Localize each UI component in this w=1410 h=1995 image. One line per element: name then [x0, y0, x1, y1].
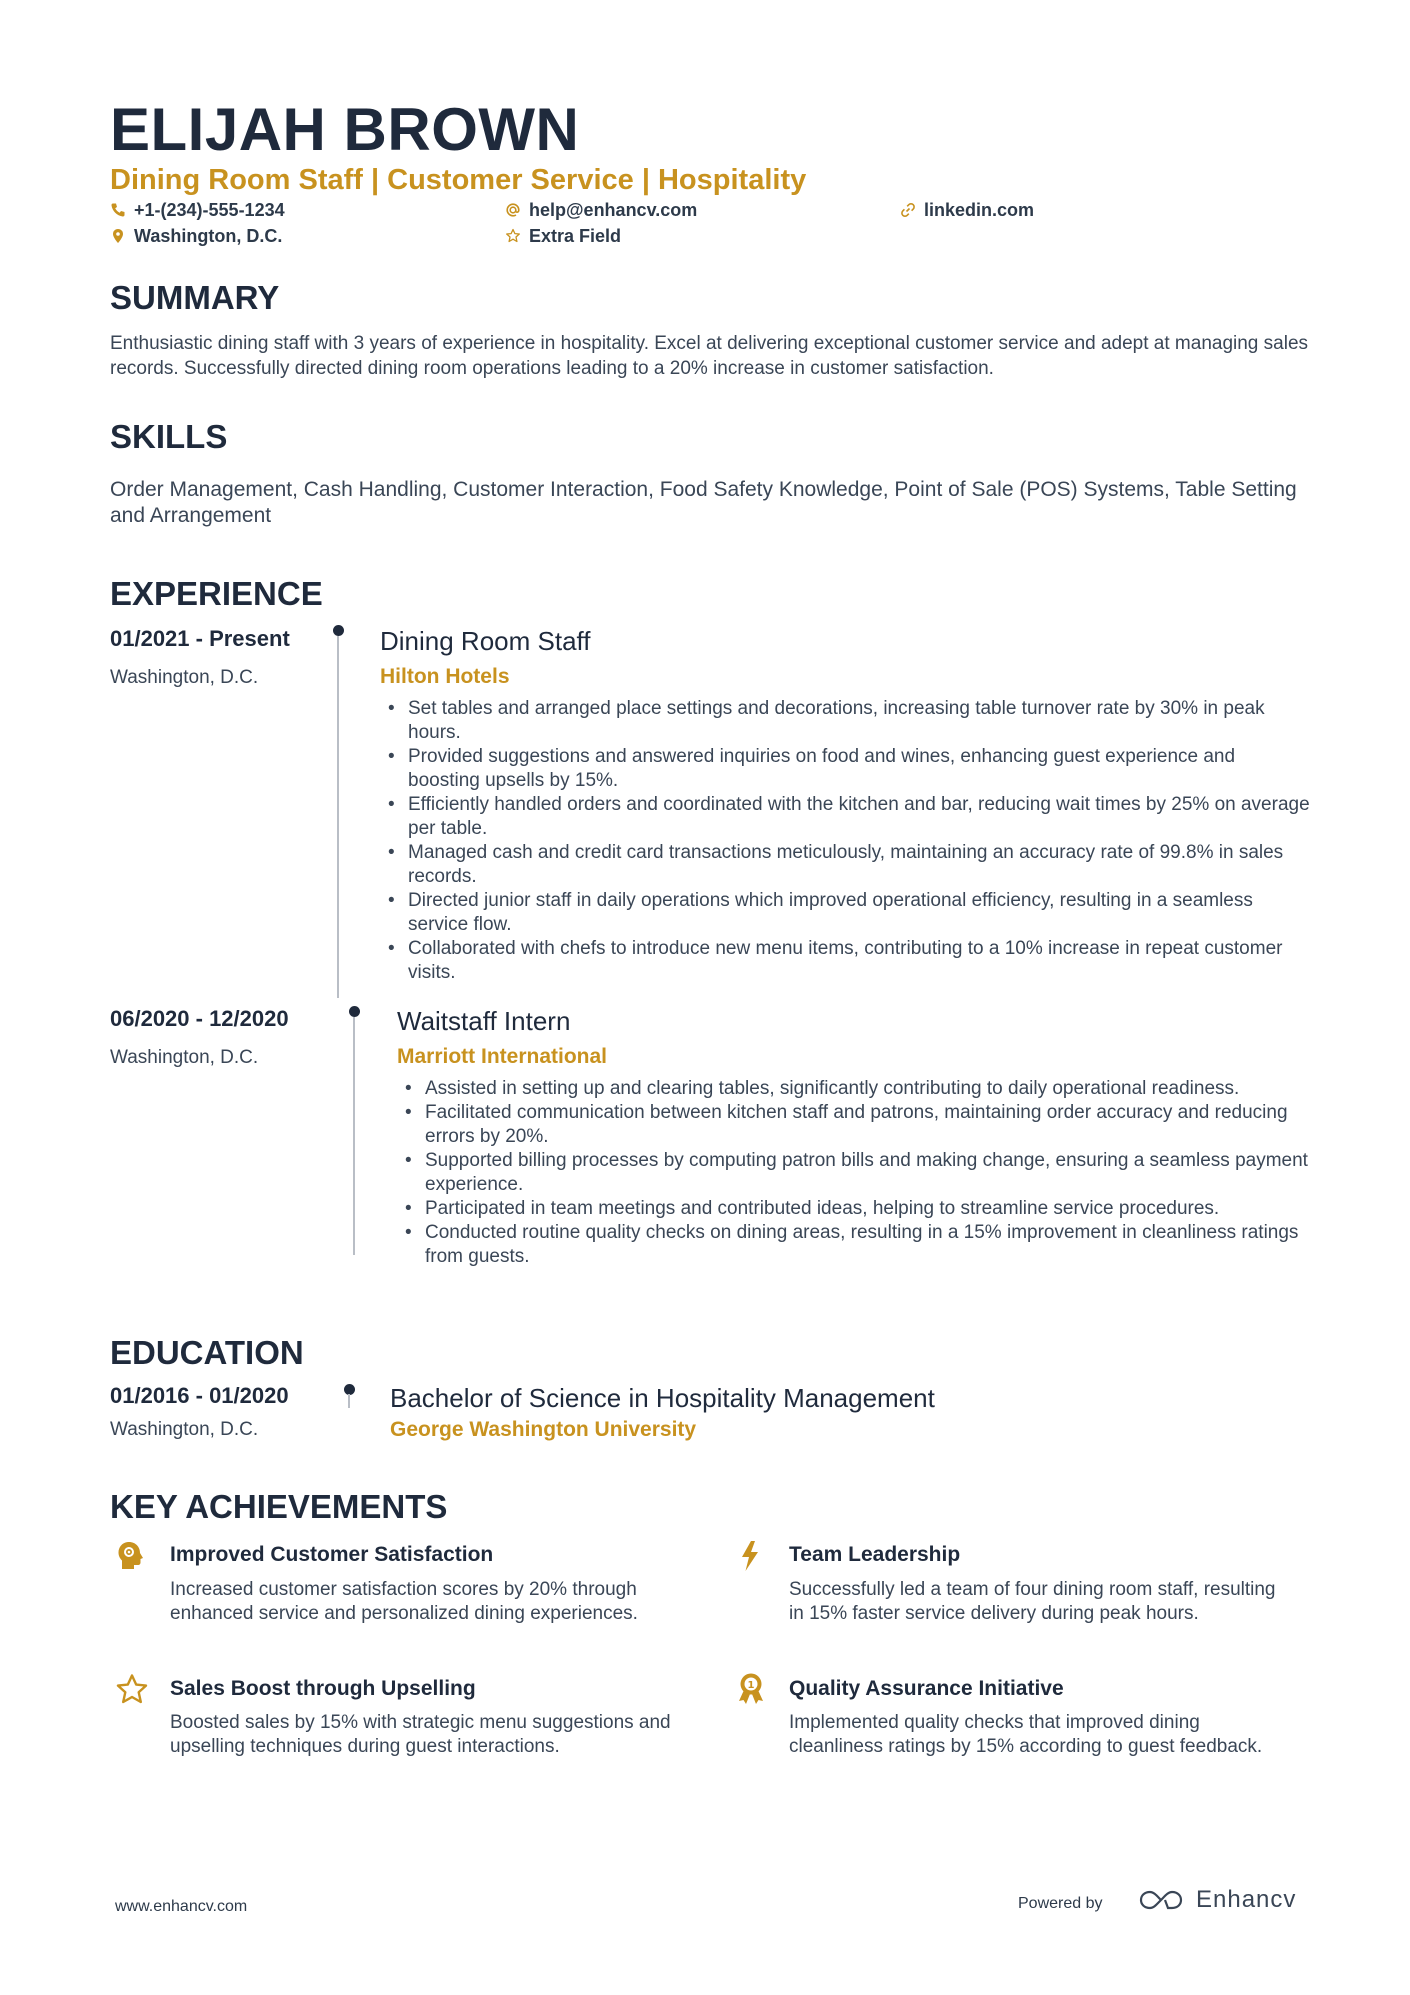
- footer-website[interactable]: www.enhancv.com: [115, 1898, 248, 1915]
- job-bullet: • Participated in team meetings and contributed ideas, helping to streamline service procedures.: [397, 1197, 1312, 1221]
- job-bullet: • Managed cash and credit card transactions meticulously, maintaining an accuracy rate of 99.8% in sales records.: [380, 841, 1310, 889]
- location-text: Washington, D.C.: [134, 226, 283, 246]
- achievement-description: Boosted sales by 15% with strategic menu suggestions and upselling techniques during guest interactions.: [170, 1712, 671, 1757]
- achievement-description: Successfully led a team of four dining room staff, resulting in 15% faster service delivery during peak hours.: [789, 1579, 1276, 1624]
- enhancv-logo-icon: [1138, 1888, 1184, 1912]
- summary-text: Enthusiastic dining staff with 3 years of experience in hospitality. Excel at delivering exceptional customer service and adept at managing sales records. Successfully directed dining room operations leading to a 20% increase in customer satisfaction.: [110, 333, 1309, 379]
- job-date: 06/2020 - 12/2020: [110, 1006, 289, 1031]
- achievement-title: Quality Assurance Initiative: [789, 1677, 1064, 1700]
- achievements-heading: KEY ACHIEVEMENTS: [110, 1488, 448, 1525]
- star-icon: [114, 1672, 150, 1708]
- email-text: help@enhancv.com: [529, 200, 698, 220]
- lightning-icon: [733, 1538, 769, 1574]
- summary-heading: SUMMARY: [110, 279, 280, 316]
- svg-text:1: 1: [747, 1680, 755, 1691]
- job-bullet: • Efficiently handled orders and coordinated with the kitchen and bar, reducing wait times by 25% on average per table.: [380, 793, 1310, 841]
- timeline-dot: [349, 1006, 360, 1017]
- at-icon: [505, 202, 521, 218]
- candidate-headline: Dining Room Staff | Customer Service | Hospitality: [110, 164, 807, 196]
- phone-text: +1-(234)-555-1234: [134, 200, 285, 220]
- link-icon: [900, 202, 916, 218]
- job-company: Marriott International: [397, 1045, 608, 1068]
- enhancv-brand-text: Enhancv: [1196, 1886, 1297, 1913]
- contact-linkedin[interactable]: [900, 199, 1034, 221]
- job-bullet: • Set tables and arranged place settings and decorations, increasing table turnover rate by 30% in peak hours.: [380, 697, 1310, 745]
- head-icon: [114, 1538, 150, 1574]
- footer-powered-by: Powered by: [1018, 1895, 1103, 1912]
- timeline-line: [337, 636, 339, 998]
- extra-text: Extra Field: [529, 226, 622, 246]
- location-pin-icon: [110, 228, 126, 244]
- job-bullet: • Provided suggestions and answered inquiries on food and wines, enhancing guest experience and boosting upsells by 15%.: [380, 745, 1310, 793]
- achievement-description: Implemented quality checks that improved dining cleanliness ratings by 15% according to guest feedback.: [789, 1712, 1263, 1757]
- job-bullets: [380, 697, 1310, 985]
- degree-title: Bachelor of Science in Hospitality Management: [390, 1383, 935, 1413]
- candidate-name: ELIJAH BROWN: [110, 96, 580, 163]
- school-name: George Washington University: [390, 1418, 697, 1441]
- job-location: Washington, D.C.: [110, 667, 259, 688]
- timeline-line: [348, 1394, 350, 1408]
- job-bullet: • Conducted routine quality checks on dining areas, resulting in a 15% improvement in cleanliness ratings from guests.: [397, 1221, 1312, 1269]
- job-location: Washington, D.C.: [110, 1047, 259, 1068]
- phone-icon: [110, 202, 126, 218]
- experience-heading: EXPERIENCE: [110, 575, 323, 612]
- skills-heading: SKILLS: [110, 418, 228, 455]
- job-bullets: [397, 1077, 1312, 1269]
- contact-email[interactable]: [505, 199, 697, 221]
- job-bullet: • Assisted in setting up and clearing tables, significantly contributing to daily operational readiness.: [397, 1077, 1312, 1101]
- job-date: 01/2021 - Present: [110, 626, 290, 651]
- contact-location: [110, 225, 282, 247]
- achievement-description: Increased customer satisfaction scores by 20% through enhanced service and personalized dining experiences.: [170, 1579, 638, 1624]
- job-bullet: • Supported billing processes by computing patron bills and making change, ensuring a seamless payment experience.: [397, 1149, 1312, 1197]
- achievement-title: Improved Customer Satisfaction: [170, 1543, 494, 1566]
- timeline-line: [353, 1017, 355, 1255]
- education-location: Washington, D.C.: [110, 1419, 259, 1440]
- job-title: Dining Room Staff: [380, 626, 591, 656]
- job-bullet: • Directed junior staff in daily operations which improved operational efficiency, resulting in a seamless service flow.: [380, 889, 1310, 937]
- linkedin-text: linkedin.com: [924, 200, 1035, 220]
- education-date: 01/2016 - 01/2020: [110, 1383, 289, 1408]
- achievement-title: Team Leadership: [789, 1543, 961, 1566]
- star-outline-icon: [505, 228, 521, 244]
- job-company: Hilton Hotels: [380, 665, 510, 688]
- job-bullet: • Facilitated communication between kitchen staff and patrons, maintaining order accuracy and reducing errors by 20%.: [397, 1101, 1312, 1149]
- award-icon: [733, 1670, 769, 1706]
- contact-phone: [110, 199, 285, 221]
- achievement-title: Sales Boost through Upselling: [170, 1677, 476, 1700]
- enhancv-logo[interactable]: [1138, 1886, 1296, 1914]
- job-bullet: • Collaborated with chefs to introduce new menu items, contributing to a 10% increase in repeat customer visits.: [380, 937, 1310, 985]
- skills-text: Order Management, Cash Handling, Customer Interaction, Food Safety Knowledge, Point of Sale (POS) Systems, Table Setting and Arrangement: [110, 478, 1297, 527]
- job-title: Waitstaff Intern: [397, 1006, 571, 1036]
- education-heading: EDUCATION: [110, 1334, 304, 1371]
- contact-extra: [505, 225, 621, 247]
- timeline-dot: [333, 625, 344, 636]
